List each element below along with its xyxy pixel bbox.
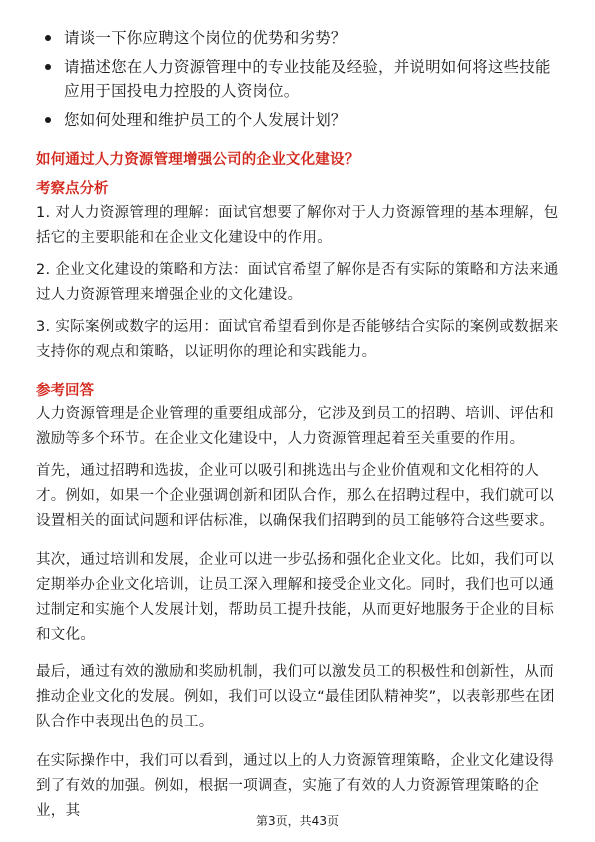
bullet-icon [45, 35, 51, 41]
question-heading: 如何通过人力资源管理增强公司的企业文化建设？ [36, 152, 360, 168]
analysis-heading: 考察点分析 [36, 181, 109, 197]
list-item [44, 55, 564, 103]
answer-paragraph: 首先，通过招聘和选拔，企业可以吸引和挑选出与企业价值观和文化相符的人才。例如，如果一个企业强调创新和团队合作，那么在招聘过程中，我们就可以设置相关的面试问题和评估标准，以确保我们招聘到的员工能够符合这些要求。 [36, 463, 554, 529]
bullet-icon [45, 117, 51, 123]
answer-paragraph: 其次，通过培训和发展，企业可以进一步弘扬和强化企业文化。比如，我们可以定期举办企业文化培训，让员工深入理解和接受企业文化。同时，我们也可以通过制定和实施个人发展计划，帮助员工提升技能，从而更好地服务于企业的目标和文化。 [36, 552, 554, 643]
answer-paragraph: 在实际操作中，我们可以看到，通过以上的人力资源管理策略，企业文化建设得到了有效的加强。例如，根据一项调查，实施了有效的人力资源管理策略的企业，其 [36, 753, 554, 819]
bullet-text: 请谈一下你应聘这个岗位的优势和劣势？ [64, 29, 347, 47]
analysis-item: 3. 实际案例或数字的运用：面试官希望看到你是否能够结合实际的案例或数据来支持你的观点和策略，以证明你的理论和实践能力。 [36, 319, 559, 360]
answer-heading: 参考回答 [36, 383, 94, 399]
list-item [44, 108, 564, 132]
answer-paragraph: 最后，通过有效的激励和奖励机制，我们可以激发员工的积极性和创新性，从而推动企业文化的发展。例如，我们可以设立“最佳团队精神奖”，以表彰那些在团队合作中表现出色的员工。 [36, 664, 555, 730]
bullet-text: 请描述您在人力资源管理中的专业技能及经验，并说明如何将这些技能应用于国投电力控股的人资岗位。 [64, 58, 551, 100]
bullet-icon [45, 64, 51, 70]
answer-paragraph: 人力资源管理是企业管理的重要组成部分，它涉及到员工的招聘、培训、评估和激励等多个环节。在企业文化建设中，人力资源管理起着至关重要的作用。 [36, 406, 554, 447]
list-item [44, 26, 564, 50]
analysis-item: 2. 企业文化建设的策略和方法：面试官希望了解你是否有实际的策略和方法来通过人力资源管理来增强企业的文化建设。 [36, 262, 559, 303]
analysis-item: 1. 对人力资源管理的理解：面试官想要了解你对于人力资源管理的基本理解，包括它的主要职能和在企业文化建设中的作用。 [36, 205, 559, 246]
bullet-text: 您如何处理和维护员工的个人发展计划？ [64, 111, 347, 129]
related-questions-list [44, 26, 564, 137]
page-number: 第3页，共43页 [256, 814, 339, 828]
